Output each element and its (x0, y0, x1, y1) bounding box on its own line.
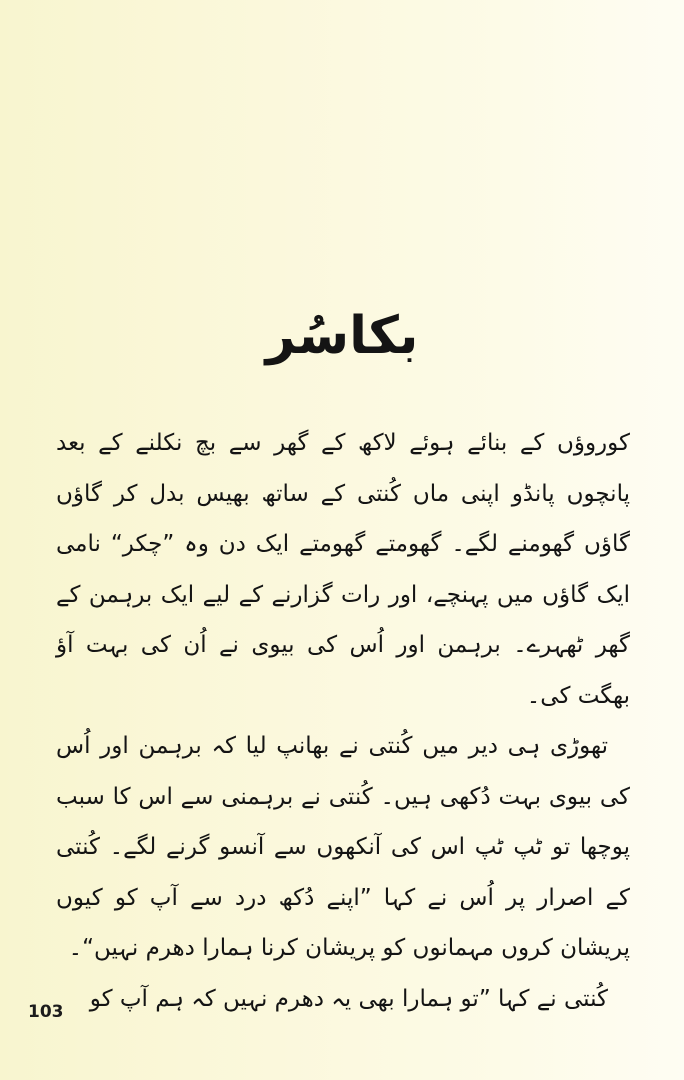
chapter-title: بکاسُر (265, 306, 419, 366)
body-text (56, 418, 630, 1024)
paragraph: کُنتی نے کہا ”تو ہمارا بھی یہ دھرم نہیں کہ ہم آپ کو (89, 985, 608, 1012)
paragraph: کوروؤں کے بنائے ہوئے لاکھ کے گھر سے بچ نکلنے کے بعد پانچوں پانڈو اپنی ماں کُنتی کے ساتھ بھیس بدل کر گاؤں گاؤں گھومنے لگے۔ گھومتے گھومتے ایک دن وہ ”چکر“ نامی ایک گاؤں میں پہنچے، اور رات گزارنے کے لیے ایک برہمن کے گھر ٹھہرے۔ برہمن اور اُس کی بیوی نے اُن کی بہت آؤ بھگت کی۔ (56, 430, 630, 709)
page-number: 103 (28, 1002, 64, 1022)
paragraph: تھوڑی ہی دیر میں کُنتی نے بھانپ لیا کہ برہمن اور اُس کی بیوی بہت دُکھی ہیں۔ کُنتی نے برہمنی سے اس کا سبب پوچھا تو ٹپ ٹپ اس کی آنکھوں سے آنسو گرنے لگے۔ کُنتی کے اصرار پر اُس نے کہا ”اپنے دُکھ درد سے آپ کو کیوں پریشان کروں مہمانوں کو پریشان کرنا ہمارا دھرم نہیں“۔ (56, 733, 630, 961)
